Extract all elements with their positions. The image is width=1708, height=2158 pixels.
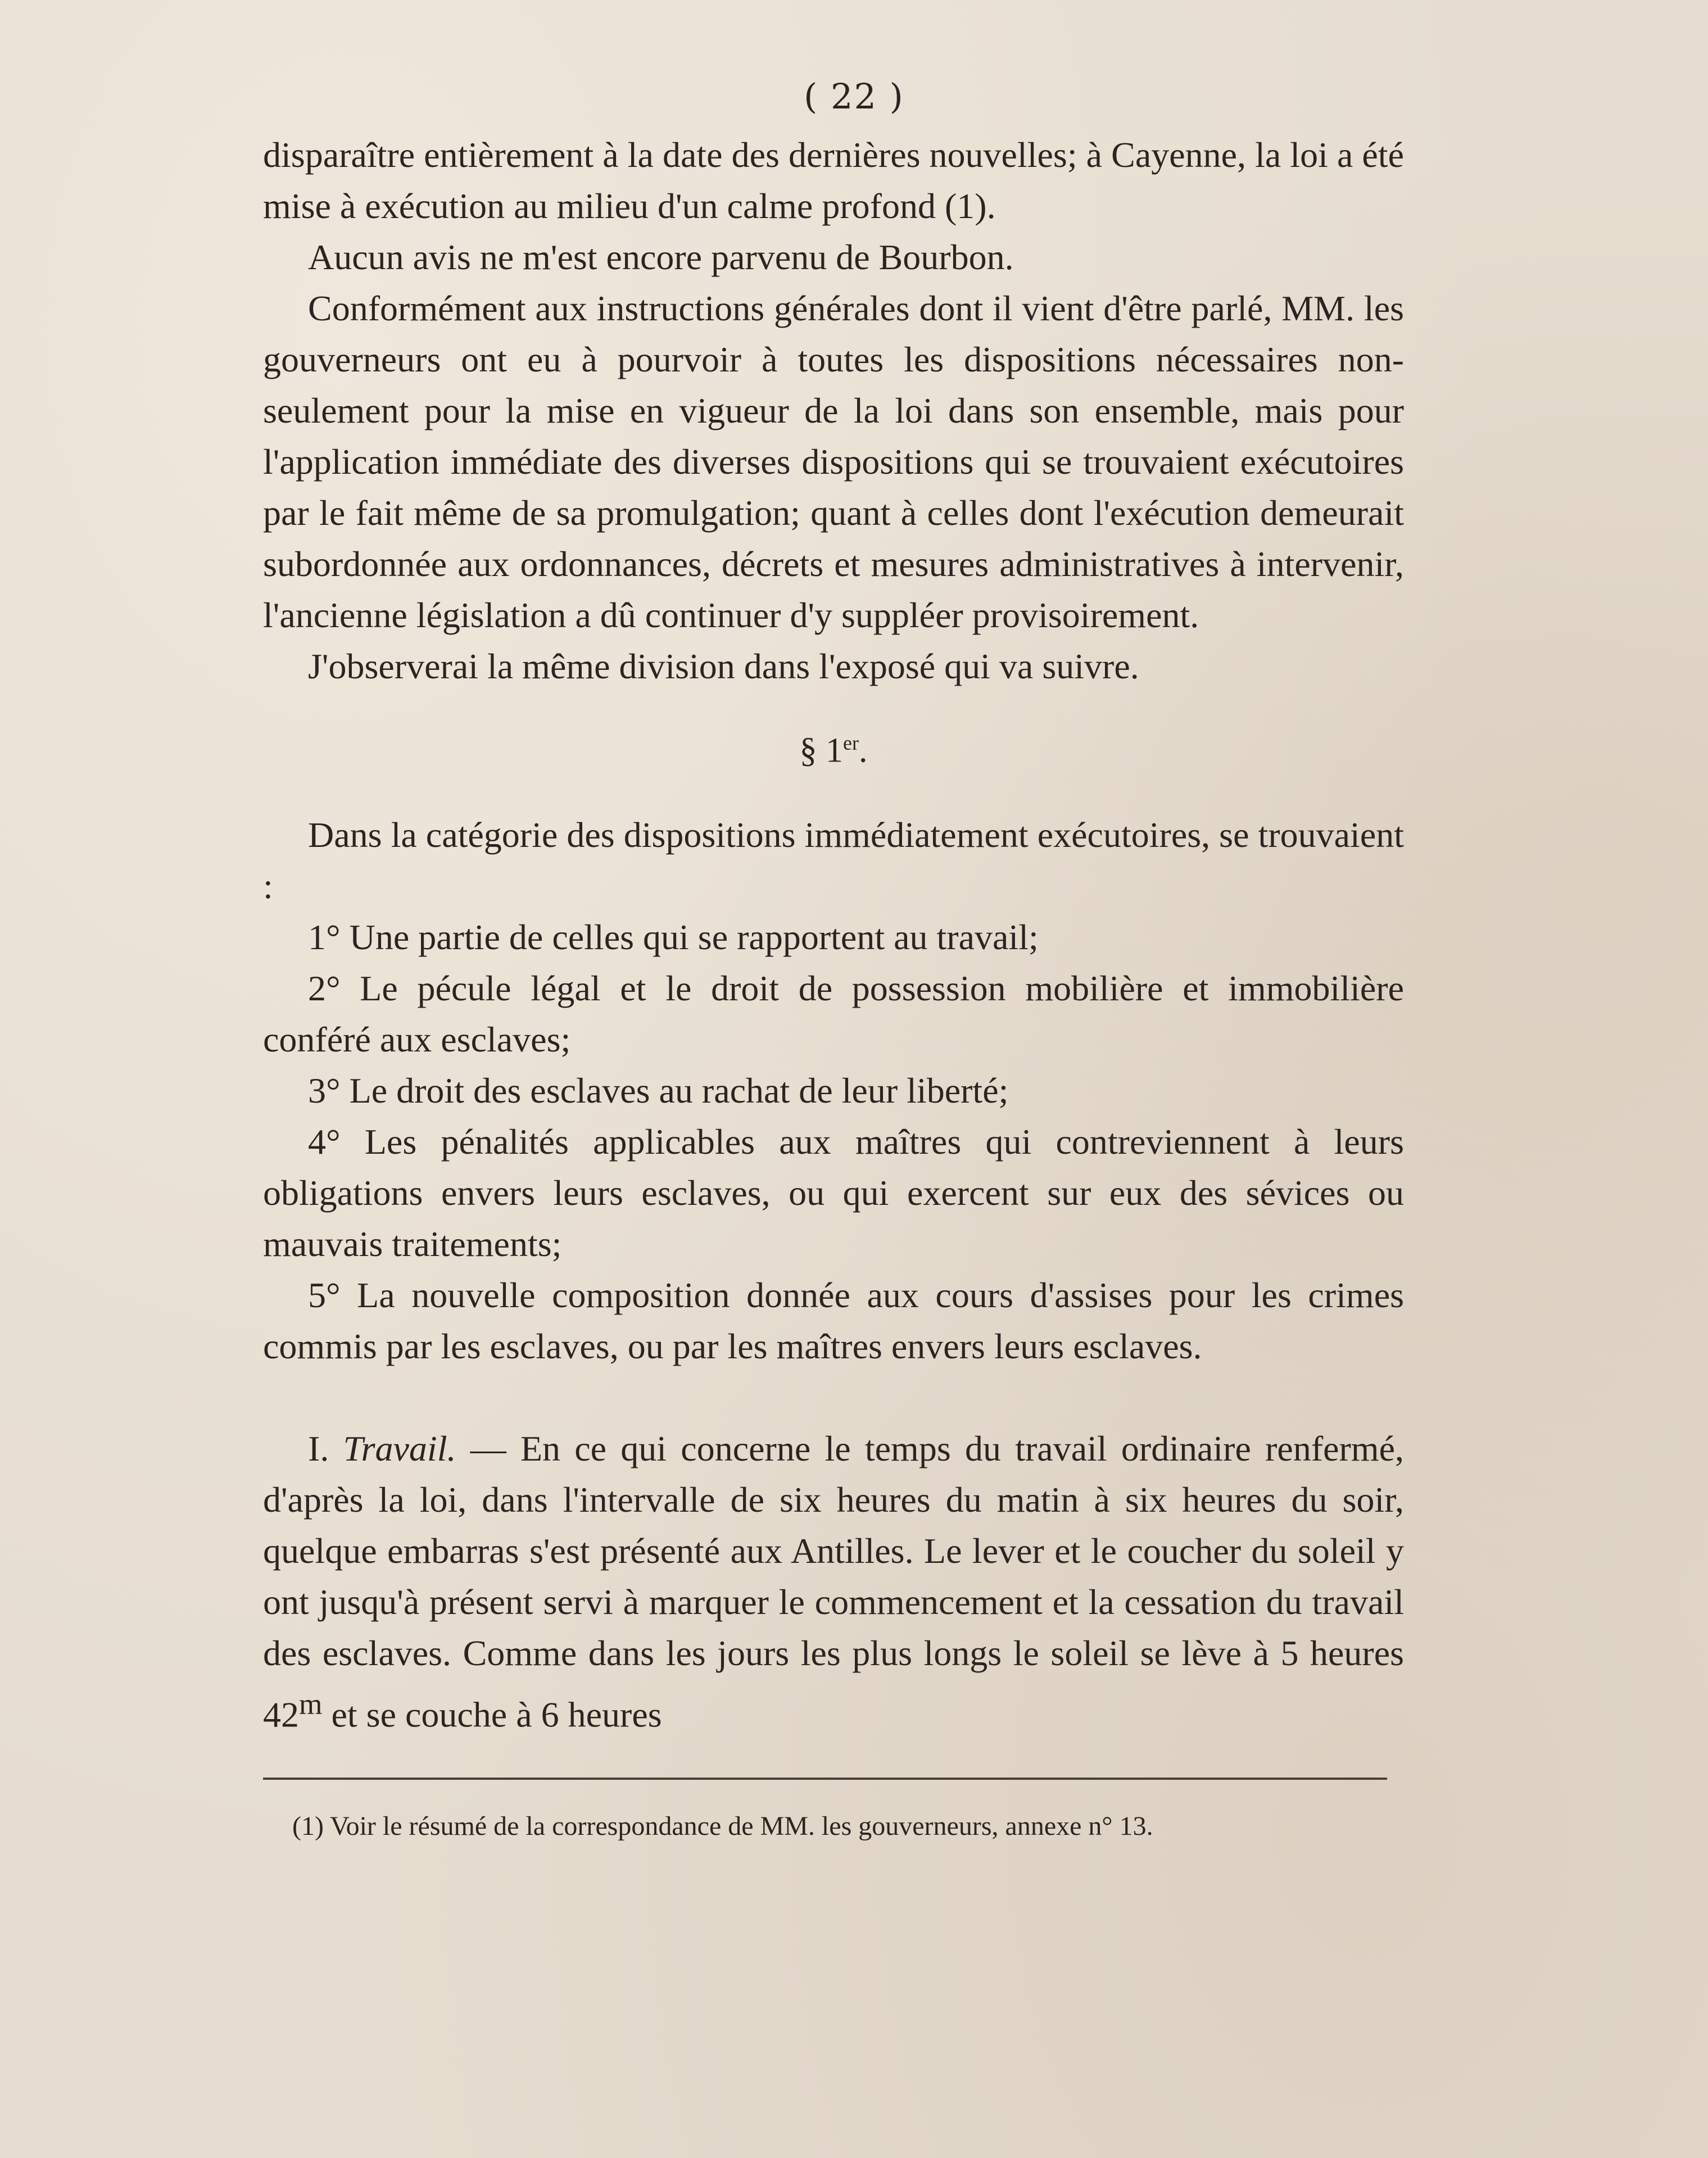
section-trailing: . — [858, 731, 868, 770]
travail-number: I. — [308, 1428, 329, 1468]
paragraph-division: J'observerai la même division dans l'exposé qui va suivre. — [308, 646, 1139, 686]
section-superscript: er — [843, 732, 859, 754]
list-item: 4° Les pénalités applicables aux maîtres qui contreviennent à leurs obligations envers leurs esclaves, ou qui exercent sur eux des sévices ou mauvais traitements; — [263, 1121, 1404, 1264]
page-number: ( 22 ) — [804, 76, 904, 117]
section-heading — [263, 718, 1404, 777]
travail-dash: — — [470, 1428, 506, 1468]
footnote-divider — [263, 1778, 1387, 1780]
body-text — [263, 129, 1404, 1740]
travail-title: Travail. — [343, 1428, 456, 1468]
travail-superscript: m — [299, 1686, 323, 1721]
paragraph-instructions: Conformément aux instructions générales dont il vient d'être parlé, MM. les gouverneurs ont eu à pourvoir à toutes les dispositions nécessaires non-seulement pour la mise en vigueur de la loi dans son ensemble, mais pour l'application immédiate des diverses dispositions qui se trouvaient exécutoires par le fait même de sa promulgation; quant à celles dont l'exécution demeurait subordonnée aux ordonnances, décrets et mesures administratives à intervenir, l'ancienne législation a dû continuer d'y suppléer provisoirement. — [263, 288, 1404, 635]
list-item: 2° Le pécule légal et le droit de possession mobilière et immobilière conféré aux esclaves; — [263, 968, 1404, 1059]
section-symbol: § 1 — [799, 731, 844, 770]
paragraph-travail — [263, 1423, 1404, 1740]
footnote: (1) Voir le résumé de la correspondance de MM. les gouverneurs, annexe n° 13. — [292, 1811, 1153, 1841]
list-item: 5° La nouvelle composition donnée aux cours d'assises pour les crimes commis par les esclaves, ou par les maîtres envers leurs esclaves. — [263, 1275, 1404, 1366]
list-item: 1° Une partie de celles qui se rapportent au travail; — [308, 917, 1039, 957]
paragraph-spacer — [263, 1372, 1404, 1423]
list-item: 3° Le droit des esclaves au rachat de leur liberté; — [308, 1070, 1009, 1110]
paragraph-continuation: disparaître entièrement à la date des dernières nouvelles; à Cayenne, la loi a été mise à exécution au milieu d'un calme profond (1). — [263, 135, 1404, 226]
travail-text: En ce qui concerne le temps du travail ordinaire renfermé, d'après la loi, dans l'intervalle de six heures du matin à six heures du soir, quelque embarras s'est présenté aux Antilles. Le lever et le coucher du soleil y ont jusqu'à présent servi à marquer le commencement et la cessation du travail des esclaves. Comme dans les jours les plus longs le soleil se lève à 5 heures 42 — [263, 1428, 1405, 1734]
paragraph-categories-intro: Dans la catégorie des dispositions immédiatement exécutoires, se trouvaient : — [263, 814, 1404, 906]
travail-text-end: et se couche à 6 heures — [322, 1694, 662, 1734]
paragraph-bourbon: Aucun avis ne m'est encore parvenu de Bourbon. — [308, 237, 1014, 277]
